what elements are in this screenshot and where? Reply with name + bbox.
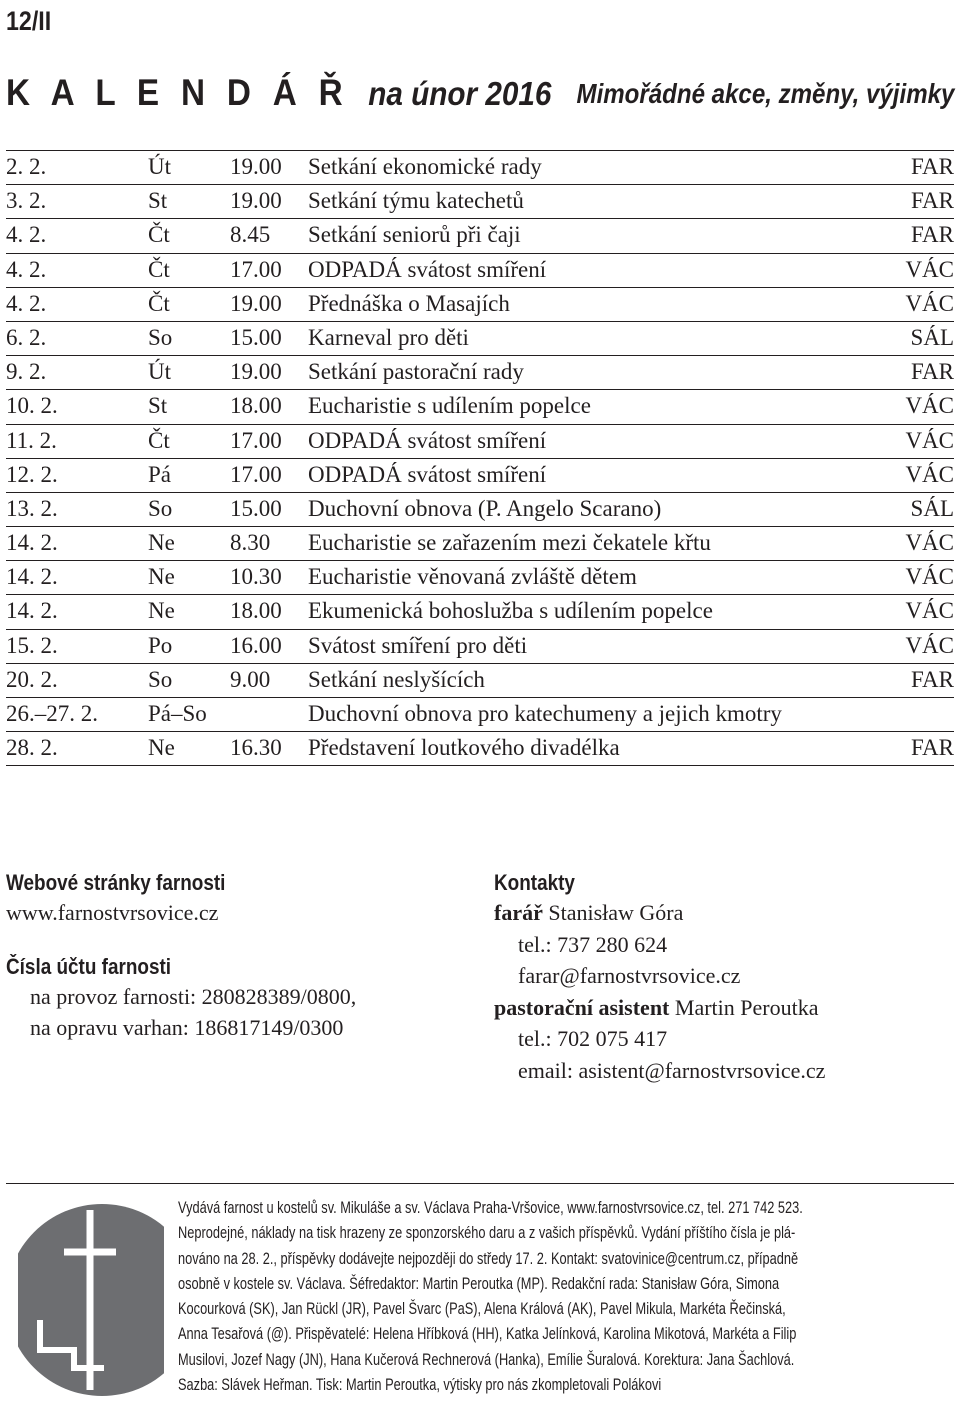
calendar-row <box>6 389 954 423</box>
event-day: Po <box>148 632 173 658</box>
event-place: VÁC <box>905 461 954 487</box>
event-name: Setkání neslyšících <box>308 666 485 692</box>
assistant-line <box>494 995 954 1027</box>
event-time: 10.30 <box>230 564 282 590</box>
event-day: Ne <box>148 564 175 590</box>
event-day: Čt <box>148 256 170 282</box>
event-place: VÁC <box>905 256 954 282</box>
accounts-heading: Čísla účtu farnosti <box>6 953 172 979</box>
calendar-row <box>6 492 954 526</box>
event-date: 26.–27. 2. <box>6 701 98 726</box>
event-day: Čt <box>148 427 170 453</box>
event-name: Svátost smíření pro děti <box>308 632 528 658</box>
event-date: 10. 2. <box>6 393 58 419</box>
event-place: FAR <box>910 666 954 692</box>
colophon-line: Vydává farnost u kostelů sv. Mikuláše a sv. Václava Praha-Vršovice, www.farnostvrsovice.cz, tel. 271 742 523. <box>178 1199 803 1217</box>
event-name: Představení loutkového divadélka <box>308 735 620 761</box>
priest-name: Stanisław Góra <box>548 900 684 925</box>
event-date: 15. 2. <box>6 632 58 658</box>
contacts <box>494 870 954 1089</box>
event-place: FAR <box>910 188 954 214</box>
calendar-row <box>6 594 954 628</box>
priest-tel: tel.: 737 280 624 <box>518 931 668 957</box>
event-day: Čt <box>148 222 170 248</box>
calendar-month: na únor 2016 <box>368 75 552 112</box>
event-time: 16.00 <box>230 632 282 658</box>
event-name: Duchovní obnova (P. Angelo Scarano) <box>308 495 662 521</box>
event-date: 9. 2. <box>6 359 47 385</box>
colophon-line: nováno na 28. 2., příspěvky dodávejte nejpozději do středy 17. 2. Kontakt: svatovinice@centrum.cz, případně <box>178 1249 799 1268</box>
event-time: 15.00 <box>230 495 282 521</box>
event-day: Út <box>148 359 171 385</box>
event-time: 18.00 <box>230 598 282 624</box>
colophon-line: Anna Tesařová (@). Přispěvatelé: Helena Hříbková (HH), Katka Jelínková, Karolina Mikotová, Markéta a Filip <box>178 1325 797 1344</box>
footer-divider <box>6 1183 954 1184</box>
event-place: SÁL <box>910 495 954 521</box>
event-place: FAR <box>910 154 954 179</box>
colophon-line: Sazba: Slávek Heřman. Tisk: Martin Peroutka, výtisky pro nás zkompletovali Polákovi <box>178 1376 662 1395</box>
event-place: VÁC <box>905 427 954 453</box>
colophon-line: osobně v kostele sv. Václava. Šéfredaktor: Martin Peroutka (MP). Redakční rada: Stanisław Góra, Simona <box>178 1274 780 1293</box>
parish-info <box>6 870 466 1047</box>
calendar-title <box>6 72 551 114</box>
priest-role: farář <box>494 900 543 925</box>
account-operations: na provoz farnosti: 280828389/0800, <box>30 983 357 1009</box>
event-date: 14. 2. <box>6 530 58 556</box>
event-day: St <box>148 393 168 419</box>
assistant-tel: tel.: 702 075 417 <box>518 1026 668 1051</box>
event-name: Eucharistie se zařazením mezi čekatele křtu <box>308 530 711 556</box>
event-name: Setkání ekonomické rady <box>308 154 542 179</box>
event-day: St <box>148 188 168 214</box>
event-place: VÁC <box>905 564 954 590</box>
web-url[interactable]: www.farnostvrsovice.cz <box>6 900 219 925</box>
event-place: VÁC <box>905 632 954 658</box>
event-time: 19.00 <box>230 154 282 179</box>
event-place: VÁC <box>905 290 954 316</box>
event-name: Setkání týmu katechetů <box>308 188 524 214</box>
calendar-row <box>6 629 954 663</box>
event-day: Pá <box>148 461 171 487</box>
event-place: VÁC <box>905 530 954 556</box>
event-name: Setkání seniorů při čaji <box>308 222 521 248</box>
event-day: So <box>148 324 173 350</box>
calendar-row <box>6 287 954 321</box>
calendar-table <box>6 150 954 766</box>
event-day: Ne <box>148 598 175 624</box>
event-date: 13. 2. <box>6 495 58 521</box>
colophon-line: Kocourková (SK), Jan Rückl (JR), Pavel Švarc (PaS), Alena Králová (AK), Pavel Mikula, Markéta Řečinská, <box>178 1300 786 1319</box>
calendar-row <box>6 526 954 560</box>
colophon-line: Neprodejné, náklady na tisk hrazeny ze sponzorského daru a z vašich příspěvků. Vydání příštího čísla je plá- <box>178 1224 796 1243</box>
event-place: FAR <box>910 359 954 385</box>
event-name: Setkání pastorační rady <box>308 359 524 385</box>
event-place: VÁC <box>905 393 954 419</box>
event-date: 28. 2. <box>6 735 58 761</box>
event-place: SÁL <box>910 324 954 350</box>
priest-email[interactable]: farar@farnostvrsovice.cz <box>518 963 741 988</box>
event-day: Út <box>148 154 171 179</box>
issue-number: 12/II <box>6 6 52 36</box>
event-name: Duchovní obnova pro katechumeny a jejich kmotry <box>308 701 782 726</box>
event-time: 16.30 <box>230 735 282 761</box>
event-day: So <box>148 666 173 692</box>
event-time: 19.00 <box>230 290 282 316</box>
calendar-row <box>6 560 954 594</box>
event-date: 12. 2. <box>6 461 58 487</box>
calendar-subtitle: Mimořádné akce, změny, výjimky <box>576 78 954 109</box>
event-name: Eucharistie věnovaná zvláště dětem <box>308 564 637 590</box>
event-date: 6. 2. <box>6 324 47 350</box>
colophon-line: Musilovi, Jozef Nagy (JN), Hana Kučerová Rechnerová (Hanka), Emílie Šuralová. Korektura: Jana Šachlová. <box>178 1350 795 1369</box>
calendar-row <box>6 321 954 355</box>
event-date: 20. 2. <box>6 666 58 692</box>
event-date: 4. 2. <box>6 290 47 316</box>
event-day: Čt <box>148 290 170 316</box>
event-time: 19.00 <box>230 359 282 385</box>
event-place: FAR <box>910 735 954 761</box>
event-name: ODPADÁ svátost smíření <box>308 427 547 453</box>
parish-logo-icon <box>4 1200 164 1398</box>
event-name: ODPADÁ svátost smíření <box>308 461 547 487</box>
event-day: So <box>148 495 173 521</box>
colophon <box>178 1196 954 1398</box>
contacts-heading: Kontakty <box>494 870 575 895</box>
event-day: Ne <box>148 735 175 761</box>
event-time: 18.00 <box>230 393 282 419</box>
event-time: 17.00 <box>230 256 282 282</box>
event-date: 4. 2. <box>6 256 47 282</box>
event-time: 17.00 <box>230 461 282 487</box>
event-time: 17.00 <box>230 427 282 453</box>
calendar-row <box>6 663 954 697</box>
calendar-row <box>6 253 954 287</box>
event-date: 2. 2. <box>6 154 47 179</box>
event-place: VÁC <box>905 598 954 624</box>
event-date: 4. 2. <box>6 222 47 248</box>
event-day: Pá–So <box>148 701 207 726</box>
calendar-title-word: K A L E N D Á Ř <box>6 72 350 113</box>
event-date: 14. 2. <box>6 564 58 590</box>
event-date: 11. 2. <box>6 427 57 453</box>
event-day: Ne <box>148 530 175 556</box>
event-time: 15.00 <box>230 324 282 350</box>
calendar-row <box>6 184 954 218</box>
event-name: Ekumenická bohoslužba s udílením popelce <box>308 598 713 624</box>
assistant-name: Martin Peroutka <box>674 994 819 1020</box>
event-place: FAR <box>910 222 954 248</box>
calendar-row <box>6 355 954 389</box>
web-heading: Webové stránky farnosti <box>6 870 226 895</box>
event-name: ODPADÁ svátost smíření <box>308 256 547 282</box>
calendar-row <box>6 697 954 731</box>
calendar-row <box>6 731 954 766</box>
event-time: 9.00 <box>230 666 271 692</box>
calendar-row <box>6 150 954 184</box>
assistant-email[interactable]: email: asistent@farnostvrsovice.cz <box>518 1057 826 1083</box>
account-organ: na opravu varhan: 186817149/0300 <box>30 1015 344 1040</box>
calendar-header <box>6 72 954 120</box>
calendar-row <box>6 218 954 252</box>
calendar-row <box>6 458 954 492</box>
event-time: 8.45 <box>230 222 271 248</box>
event-date: 3. 2. <box>6 188 47 214</box>
event-name: Přednáška o Masajích <box>308 290 510 316</box>
calendar-row <box>6 424 954 458</box>
event-name: Karneval pro děti <box>308 324 469 350</box>
assistant-role: pastorační asistent <box>494 994 670 1020</box>
priest-line <box>494 900 954 932</box>
event-date: 14. 2. <box>6 598 58 624</box>
event-name: Eucharistie s udílením popelce <box>308 393 591 419</box>
event-time: 8.30 <box>230 530 271 556</box>
event-time: 19.00 <box>230 188 282 214</box>
